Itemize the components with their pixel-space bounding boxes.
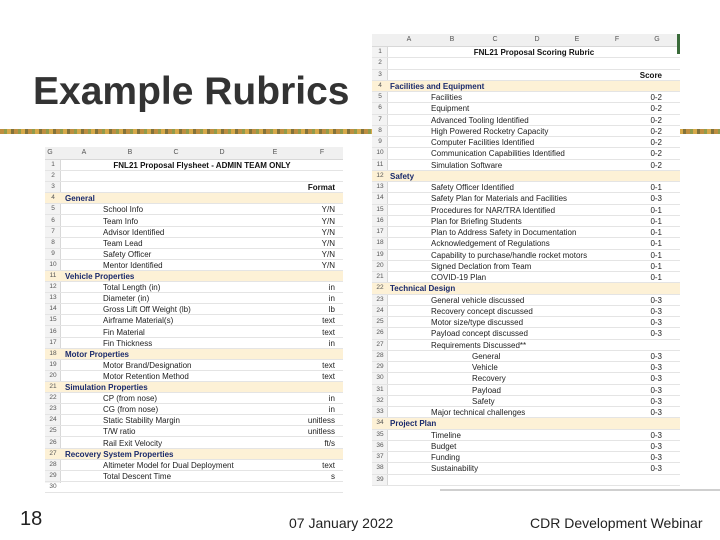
criterion-label: Procedures for NAR/TRA Identified	[431, 205, 556, 215]
section-label: Project Plan	[390, 419, 437, 429]
table-row	[372, 295, 680, 306]
row-number: 2	[378, 59, 382, 67]
table-row	[45, 304, 343, 315]
row-number: 12	[49, 283, 57, 291]
format-value: unitless	[307, 427, 335, 437]
format-value: 0-1	[650, 250, 662, 260]
criterion-label: Team Lead	[103, 238, 143, 248]
criterion-label: Fin Thickness	[103, 338, 153, 348]
column-header: D	[219, 149, 225, 156]
column-header: D	[534, 36, 540, 43]
row-number: 4	[378, 81, 382, 89]
scoring-rubric-spreadsheet	[372, 34, 680, 486]
format-value: 0-2	[650, 115, 662, 125]
table-row	[45, 216, 343, 227]
format-value: text	[322, 460, 335, 470]
row-number: 7	[378, 115, 382, 123]
table-row	[45, 338, 343, 349]
table-row	[372, 137, 680, 148]
format-value: 0-3	[650, 351, 662, 361]
format-value: in	[328, 394, 335, 404]
row-number: 26	[49, 438, 57, 446]
format-value: 0-2	[650, 104, 662, 114]
table-row	[372, 227, 680, 238]
format-value: 0-3	[650, 374, 662, 384]
column-header: F	[319, 149, 325, 156]
row-number: 25	[376, 318, 384, 325]
criterion-label: Signed Declation from Team	[431, 261, 532, 271]
format-value: in	[328, 283, 335, 293]
table-row	[372, 193, 680, 204]
criterion-label: Advisor Identified	[103, 227, 165, 237]
row-number: 29	[49, 471, 57, 479]
footer-event-name: CDR Development Webinar	[530, 515, 703, 531]
format-value: 0-3	[650, 464, 662, 474]
row-number: 34	[376, 419, 384, 427]
criterion-label: COVID-19 Plan	[431, 273, 487, 282]
format-value: Y/N	[321, 205, 335, 215]
row-number: 4	[51, 194, 55, 202]
format-value: 0-1	[650, 216, 662, 226]
column-header-row	[372, 34, 680, 47]
row-number: 7	[51, 227, 55, 235]
column-header: G	[654, 36, 660, 43]
row-number: 31	[376, 385, 384, 393]
format-value: 0-3	[650, 441, 662, 451]
row-number: 27	[376, 340, 384, 348]
criterion-label: Communication Capabilities Identified	[431, 149, 565, 159]
section-label: Recovery System Properties	[65, 449, 174, 459]
row-number: 19	[49, 360, 57, 368]
table-row	[45, 160, 343, 171]
table-row	[45, 249, 343, 260]
column-header: A	[81, 149, 87, 156]
table-row	[372, 205, 680, 216]
criterion-label: Funding	[431, 453, 460, 462]
row-number: 17	[49, 338, 57, 346]
table-row	[45, 260, 343, 271]
row-number: 19	[376, 250, 384, 258]
section-row	[45, 449, 343, 460]
row-number: 2	[51, 172, 55, 180]
table-row	[372, 148, 680, 159]
row-number: 21	[49, 383, 57, 390]
criterion-label: Motor size/type discussed	[431, 318, 524, 327]
format-value: in	[328, 405, 335, 415]
format-value: unitless	[307, 416, 335, 426]
table-row	[45, 415, 343, 426]
criterion-label: Advanced Tooling Identified	[431, 115, 529, 125]
column-header: A	[406, 36, 412, 43]
section-row	[372, 171, 680, 182]
column-header: C	[492, 36, 498, 43]
table-row	[372, 373, 680, 384]
format-value: text	[322, 316, 335, 326]
format-value: 0-1	[650, 228, 662, 237]
footer-date: 07 January 2022	[289, 515, 394, 531]
format-value: 0-1	[650, 205, 662, 215]
criterion-label: School Info	[103, 205, 144, 215]
format-value: 0-3	[650, 329, 662, 339]
format-value: Y/N	[321, 249, 335, 259]
row-number: 3	[378, 70, 382, 78]
table-row	[372, 182, 680, 193]
row-number: 38	[376, 464, 384, 472]
section-label: Safety	[390, 171, 415, 181]
criterion-label: High Powered Rocketry Capacity	[431, 126, 549, 136]
table-row	[372, 115, 680, 126]
row-number: 24	[376, 306, 384, 314]
flysheet-spreadsheet	[45, 147, 343, 490]
row-number: 8	[378, 126, 382, 134]
row-number: 10	[376, 149, 384, 157]
table-row	[372, 216, 680, 227]
criterion-label: Team Info	[103, 216, 139, 226]
format-value: 0-3	[650, 430, 662, 440]
section-label: General	[65, 194, 95, 204]
table-row	[45, 471, 343, 482]
row-number: 12	[376, 171, 384, 179]
table-row	[45, 315, 343, 326]
row-number: 1	[378, 48, 382, 55]
row-number: 18	[376, 239, 384, 247]
criterion-label: Static Stability Margin	[103, 416, 180, 426]
format-value: 0-3	[650, 385, 662, 395]
format-value: 0-3	[650, 194, 662, 204]
table-row	[45, 171, 343, 182]
row-number: 3	[51, 183, 55, 191]
column-header: F	[614, 36, 620, 43]
row-number: 17	[376, 228, 384, 235]
row-number: 15	[376, 205, 384, 213]
column-title: Format	[307, 183, 335, 193]
table-row	[372, 58, 680, 69]
section-row	[372, 283, 680, 294]
table-row	[372, 441, 680, 452]
format-value: 0-1	[650, 239, 662, 249]
criterion-label: Facilities	[431, 93, 463, 102]
table-row	[372, 351, 680, 362]
table-row	[372, 362, 680, 373]
criterion-label: Fin Material	[103, 327, 145, 337]
format-value: 0-2	[650, 160, 662, 170]
table-row	[45, 293, 343, 304]
footer-divider	[440, 489, 720, 491]
table-row	[372, 430, 680, 441]
table-row	[372, 385, 680, 396]
row-number: 13	[49, 294, 57, 302]
table-row	[45, 426, 343, 437]
row-number: 37	[376, 453, 384, 460]
column-title: Score	[639, 70, 662, 80]
criterion-label: Major technical challenges	[431, 408, 526, 417]
section-label: Vehicle Properties	[65, 272, 135, 281]
criterion-label: Total Descent Time	[103, 471, 172, 481]
slide-title: Example Rubrics	[33, 70, 350, 113]
criterion-label: Recovery	[472, 374, 506, 384]
row-number: 14	[49, 305, 57, 313]
criterion-label: Payload concept discussed	[431, 329, 528, 339]
criterion-label: Safety Officer Identified	[431, 183, 515, 192]
criterion-label: Plan for Briefing Students	[431, 216, 522, 226]
sheet-title: FNL21 Proposal Flysheet - ADMIN TEAM ONLY	[113, 161, 291, 170]
format-value: 0-3	[650, 408, 662, 417]
table-row	[45, 482, 343, 493]
table-row	[372, 317, 680, 328]
format-value: text	[322, 327, 335, 337]
format-value: text	[322, 360, 335, 370]
criterion-label: Capability to purchase/handle rocket motors	[431, 250, 588, 260]
format-value: Y/N	[321, 238, 335, 248]
table-row	[45, 238, 343, 249]
criterion-label: General	[472, 351, 501, 361]
row-number: 26	[376, 329, 384, 337]
table-row	[45, 460, 343, 471]
column-header: B	[127, 149, 133, 156]
criterion-label: Safety Plan for Materials and Facilities	[431, 194, 568, 204]
row-number: 27	[49, 449, 57, 457]
format-value: 0-3	[650, 453, 662, 462]
row-number: 6	[378, 104, 382, 112]
row-number: 33	[376, 408, 384, 415]
criterion-label: Vehicle	[472, 363, 498, 372]
table-row	[372, 328, 680, 339]
sheet-title: FNL21 Proposal Scoring Rubric	[473, 48, 595, 57]
table-row	[45, 360, 343, 371]
row-number: 24	[49, 416, 57, 424]
row-number: 8	[51, 238, 55, 246]
row-number: 29	[376, 363, 384, 370]
section-label: Technical Design	[390, 284, 456, 294]
format-value: in	[328, 294, 335, 304]
criterion-label: Payload	[472, 385, 501, 395]
table-row	[372, 250, 680, 261]
row-number: 28	[49, 460, 57, 468]
page-number: 18	[20, 508, 43, 530]
column-header: C	[173, 149, 179, 156]
table-row	[372, 261, 680, 272]
table-row	[45, 393, 343, 404]
row-number: 1	[51, 161, 55, 168]
section-row	[45, 349, 343, 360]
criterion-label: Requirements Discussed**	[431, 340, 527, 350]
format-value: Y/N	[321, 260, 335, 270]
criterion-label: Gross Lift Off Weight (lb)	[103, 305, 191, 315]
format-value: Y/N	[321, 227, 335, 237]
section-row	[372, 418, 680, 429]
table-row	[372, 340, 680, 351]
format-value: s	[331, 471, 335, 481]
table-row	[372, 238, 680, 249]
format-value: 0-3	[650, 396, 662, 406]
section-row	[45, 193, 343, 204]
table-row	[372, 126, 680, 137]
criterion-label: General vehicle discussed	[431, 295, 525, 305]
row-number: 9	[378, 138, 382, 145]
row-number: 13	[376, 183, 384, 190]
format-value: 0-3	[650, 363, 662, 372]
format-value: in	[328, 338, 335, 348]
table-row	[45, 282, 343, 293]
column-header: G	[47, 149, 53, 156]
row-number: 20	[49, 371, 57, 379]
table-row	[372, 407, 680, 418]
criterion-label: Motor Brand/Designation	[103, 360, 192, 370]
table-row	[372, 452, 680, 463]
criterion-label: Timeline	[431, 430, 461, 440]
format-value: 0-2	[650, 93, 662, 102]
row-number: 10	[49, 260, 57, 268]
criterion-label: Total Length (in)	[103, 283, 161, 293]
criterion-label: Acknowledgement of Regulations	[431, 239, 550, 249]
criterion-label: Equipment	[431, 104, 470, 114]
row-number: 28	[376, 351, 384, 359]
row-number: 25	[49, 427, 57, 435]
table-row	[372, 272, 680, 283]
row-number: 23	[49, 405, 57, 413]
section-row	[45, 382, 343, 393]
criterion-label: Altimeter Model for Dual Deployment	[103, 460, 234, 470]
format-value: 0-1	[650, 183, 662, 192]
row-number: 11	[49, 272, 57, 279]
criterion-label: Plan to Address Safety in Documentation	[431, 228, 577, 237]
column-header-row	[45, 147, 343, 160]
section-label: Motor Properties	[65, 349, 130, 359]
table-row	[372, 396, 680, 407]
row-number: 6	[51, 216, 55, 224]
format-value: lb	[328, 305, 335, 315]
format-value: Y/N	[321, 216, 335, 226]
table-row	[372, 92, 680, 103]
table-row	[45, 371, 343, 382]
table-row	[372, 463, 680, 474]
format-value: 0-2	[650, 149, 662, 159]
format-value: 0-1	[650, 261, 662, 271]
section-row	[372, 81, 680, 92]
table-row	[372, 306, 680, 317]
section-row	[45, 271, 343, 282]
criterion-label: Computer Facilities Identified	[431, 138, 535, 147]
criterion-label: Simulation Software	[431, 160, 503, 170]
criterion-label: Recovery concept discussed	[431, 306, 533, 316]
criterion-label: Budget	[431, 441, 457, 451]
row-number: 14	[376, 194, 384, 202]
table-row	[372, 103, 680, 114]
format-value: 0-3	[650, 306, 662, 316]
format-value: 0-3	[650, 318, 662, 327]
column-header: B	[449, 36, 455, 43]
criterion-label: Motor Retention Method	[103, 371, 189, 381]
row-number: 11	[376, 160, 384, 168]
table-row	[372, 47, 680, 58]
row-number: 23	[376, 295, 384, 303]
criterion-label: Rail Exit Velocity	[103, 438, 163, 448]
format-value: 0-2	[650, 138, 662, 147]
criterion-label: Sustainability	[431, 464, 479, 474]
row-number: 16	[49, 327, 57, 335]
row-number: 35	[376, 430, 384, 438]
row-number: 20	[376, 261, 384, 269]
table-row	[45, 182, 343, 193]
row-number: 18	[49, 349, 57, 357]
format-value: 0-1	[650, 273, 662, 282]
criterion-label: Mentor Identified	[103, 260, 163, 270]
table-row	[45, 227, 343, 238]
table-row	[372, 475, 680, 486]
criterion-label: CP (from nose)	[103, 394, 158, 404]
column-header: E	[272, 149, 278, 156]
table-row	[45, 404, 343, 415]
row-number: 5	[378, 93, 382, 100]
row-number: 30	[49, 482, 57, 490]
row-number: 9	[51, 249, 55, 257]
criterion-label: Safety	[472, 396, 495, 406]
table-row	[372, 70, 680, 81]
criterion-label: Safety Officer	[103, 249, 152, 259]
section-label: Facilities and Equipment	[390, 81, 485, 91]
column-header: E	[574, 36, 580, 43]
table-row	[372, 160, 680, 171]
row-number: 32	[376, 396, 384, 404]
criterion-label: Airframe Material(s)	[103, 316, 174, 326]
format-value: text	[322, 371, 335, 381]
criterion-label: Diameter (in)	[103, 294, 150, 304]
table-row	[45, 204, 343, 215]
format-value: 0-2	[650, 126, 662, 136]
row-number: 30	[376, 374, 384, 382]
row-number: 16	[376, 216, 384, 224]
row-number: 15	[49, 316, 57, 324]
criterion-label: CG (from nose)	[103, 405, 159, 415]
row-number: 22	[376, 284, 384, 292]
table-row	[45, 327, 343, 338]
row-number: 39	[376, 475, 384, 483]
row-number: 22	[49, 394, 57, 402]
row-number: 21	[376, 273, 384, 280]
section-label: Simulation Properties	[65, 383, 148, 392]
table-row	[45, 438, 343, 449]
row-number: 36	[376, 441, 384, 449]
format-value: ft/s	[324, 438, 335, 448]
criterion-label: T/W ratio	[103, 427, 136, 437]
row-number: 5	[51, 205, 55, 213]
format-value: 0-3	[650, 295, 662, 305]
